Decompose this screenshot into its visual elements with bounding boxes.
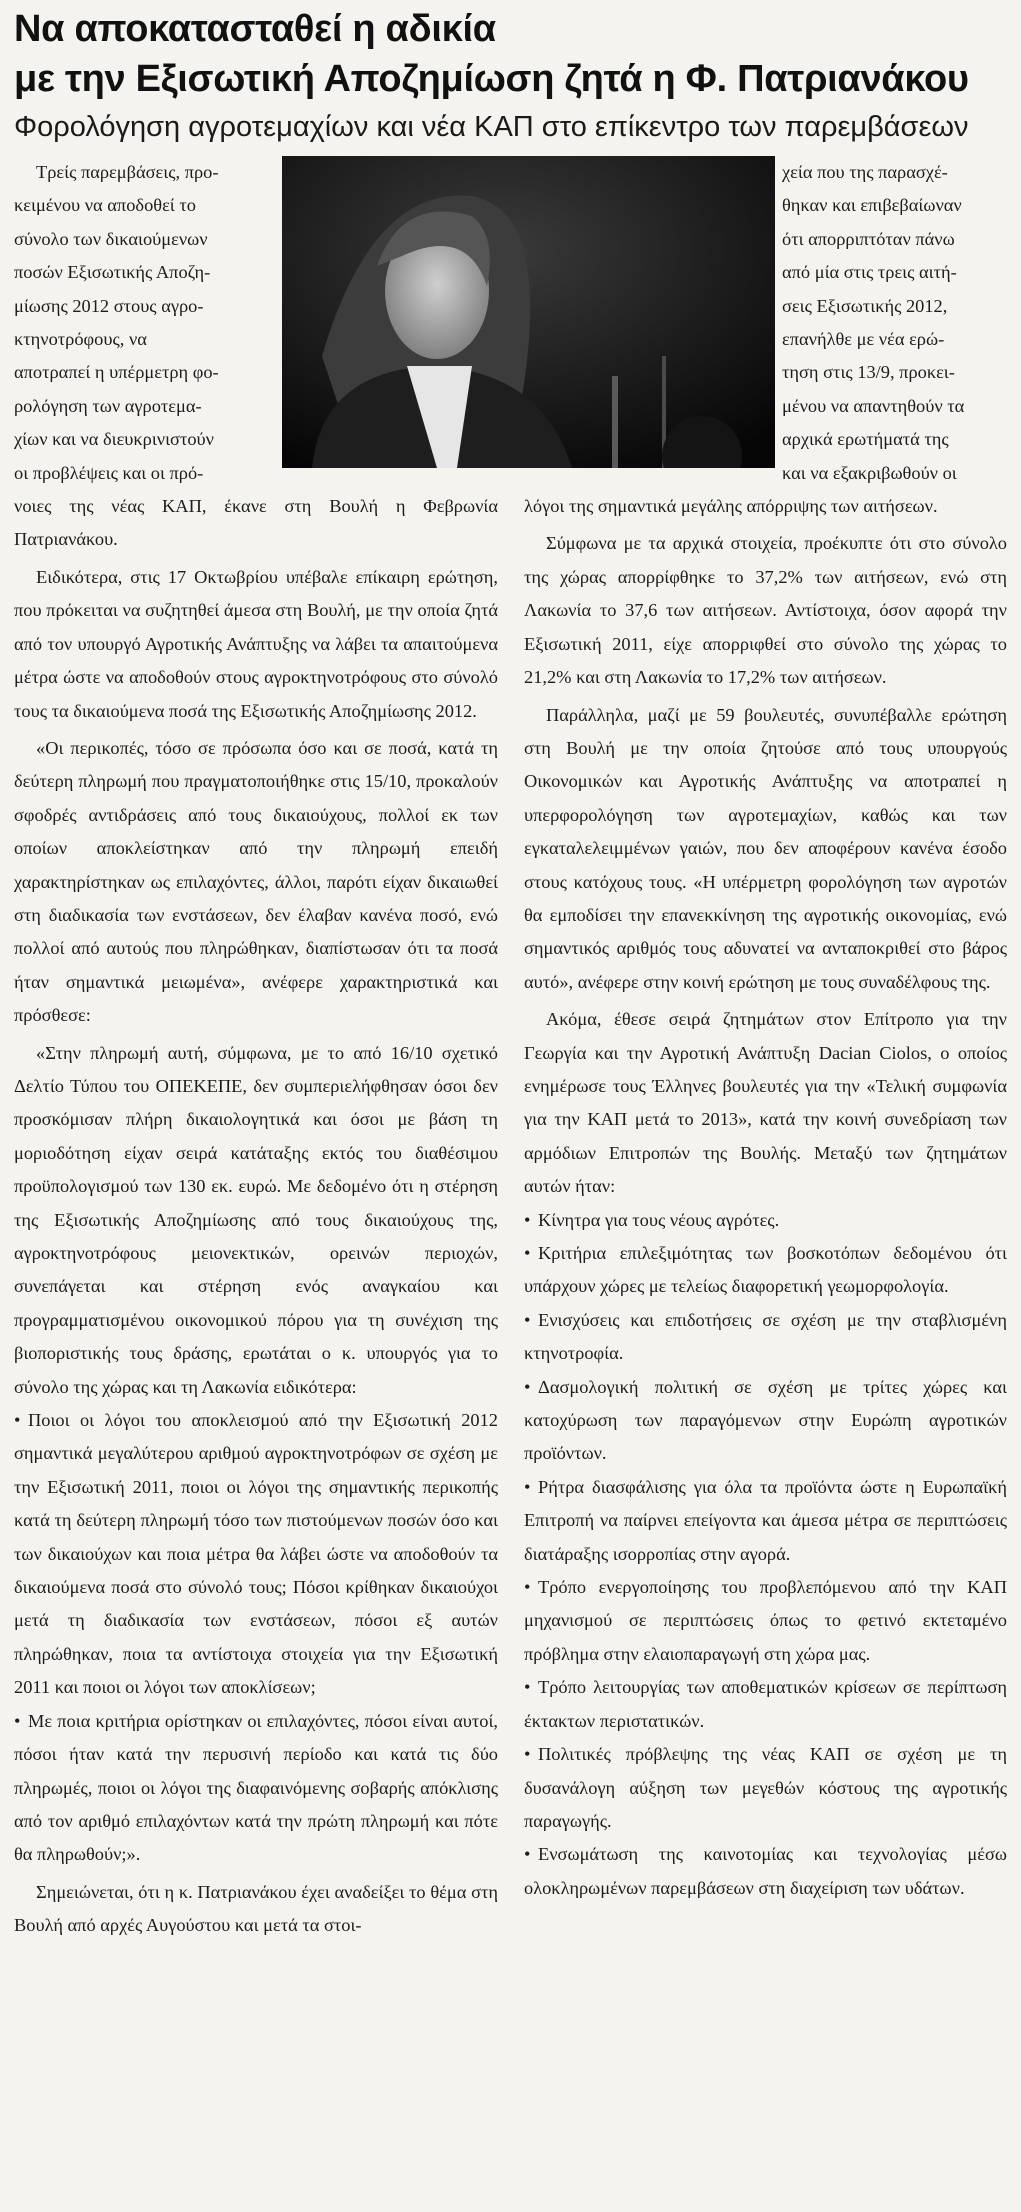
right-bullet bbox=[524, 1371, 1007, 1471]
left-bullet-text: Ποιοι οι λόγοι του αποκλεισμού από την Εξισωτική 2012 σημαντικά μεγαλύτερου αριθμού αγροκτηνοτρόφων σε σχέση με την Εξισωτική 2011, ποιοι οι λόγοι της σημαντικής περικοπής κατά τη δεύτερη πληρωμή τόσο των πιστούμενων ποσών όσο και των δικαιούχων και ποια μέτρα θα λάβει ώστε να αποδοθούν τα δικαιούμενα ποσά στο σύνολό τους; Πόσοι κρίθηκαν δικαιούχοι μετά τη διαδικασία των ενστάσεων, πόσοι εξ αυτών πληρώθηκαν, ποια τα αντίστοιχα στοιχεία για την Εξισωτική 2011 και ποιοι οι λόγοι των αποκλίσεων; bbox=[14, 1410, 498, 1698]
left-wrap-line: ποσών Εξισωτικής Αποζη- bbox=[14, 262, 211, 283]
right-bullet-text: Ενσωμάτωση της καινοτομίας και τεχνολογίας μέσω ολοκληρωμένων παρεμβάσεων στη διαχείριση των υδάτων. bbox=[524, 1844, 1007, 1898]
right-wrap-line: από μία στις τρεις αιτή- bbox=[782, 262, 957, 283]
right-wrap-lines bbox=[782, 156, 1007, 490]
bullet-icon: • bbox=[524, 1209, 531, 1230]
bullet-icon: • bbox=[524, 1577, 531, 1598]
left-intro-end: νοιες της νέας ΚΑΠ, έκανε στη Βουλή η Φεβρωνία Πατριανάκου. bbox=[14, 496, 498, 550]
right-wrap-line: σεις Εξισωτικής 2012, bbox=[782, 295, 948, 316]
left-wrap-lines bbox=[14, 156, 260, 490]
right-paragraph: Σύμφωνα με τα αρχικά στοιχεία, προέκυπτε ότι στο σύνολο της χώρας απορρίφθηκε το 37,2% των αιτήσεων, ενώ στη Λακωνία το 37,6 των αιτήσεων. Αντίστοιχα, όσον αφορά την Εξισωτική 2011, είχε απορριφθεί στο σύνολο της χώρας το 21,2% και στη Λακωνία το 17,2% των αιτήσεων. bbox=[524, 533, 1007, 688]
bullet-icon: • bbox=[524, 1476, 531, 1497]
left-wrap-line: σύνολο των δικαιούμενων bbox=[14, 228, 208, 249]
right-wrap-line: μένου να απαντηθούν τα bbox=[782, 395, 965, 416]
right-wrap-line: χεία που της παρασχέ- bbox=[782, 162, 948, 182]
right-wrap-line: επανήλθε με νέα ερώ- bbox=[782, 329, 945, 350]
right-wrap-line: ότι απορριπτόταν πάνω bbox=[782, 228, 955, 249]
right-wrap-line: τηση στις 13/9, προκει- bbox=[782, 362, 955, 383]
right-column bbox=[524, 156, 1007, 1905]
left-paragraph: Ειδικότερα, στις 17 Οκτωβρίου υπέβαλε επίκαιρη ερώτηση, που πρόκειται να συζητηθεί άμεσα στη Βουλή, με την οποία ζητά από τον υπουργό Αγροτικής Ανάπτυξης να λάβει τα απαιτούμενα μέτρα ώστε να αποδοθούν στους αγροκτηνοτρόφους στο σύνολό τους τα δικαιούμενα ποσά της Εξισωτικής Αποζημίωσης 2012. bbox=[14, 566, 498, 721]
left-bullet bbox=[14, 1705, 498, 1872]
right-bullet bbox=[524, 1671, 1007, 1738]
left-wrap-line: οι προβλέψεις και οι πρό- bbox=[14, 462, 204, 483]
right-bullet-text: Πολιτικές πρόβλεψης της νέας ΚΑΠ σε σχέση με τη δυσανάλογη αύξηση των μεγεθών κόστους της αγροτικής παραγωγής. bbox=[524, 1744, 1007, 1831]
right-bullet-text: Τρόπο ενεργοποίησης του προβλεπόμενου από την ΚΑΠ μηχανισμού σε περιπτώσεις όπως το φετινό εκτεταμένο πρόβλημα στην ελαιοπαραγωγή στη χώρα μας. bbox=[524, 1577, 1007, 1664]
right-paragraph: Ακόμα, έθεσε σειρά ζητημάτων στον Επίτροπο για την Γεωργία και την Αγροτική Ανάπτυξη Dacian Ciolos, ο οποίος ενημέρωσε τους Έλληνες βουλευτές για την «Τελική συμφωνία για την ΚΑΠ μετά το 2013», κατά την κοινή συνεδρίαση των αρμόδιων Επιτροπών της Βουλής. Μεταξύ των ζητημάτων αυτών ήταν: bbox=[524, 1009, 1007, 1197]
headline-line-2: με την Εξισωτική Αποζημίωση ζητά η Φ. Πατριανάκου bbox=[14, 58, 969, 100]
left-paragraph: «Στην πληρωμή αυτή, σύμφωνα, με το από 16/10 σχετικό Δελτίο Τύπου του ΟΠΕΚΕΠΕ, δεν συμπεριελήφθησαν όσοι δεν προσκόμισαν πλήρη δικαιολογητικά και όσοι με βάση τη μοριοδότηση είχαν σειρά κατάταξης εκτός του διαθέσιμου προϋπολογισμού των 130 εκ. ευρώ. Με δεδομένο ότι η στέρηση της Εξισωτικής Αποζημίωσης από τους δικαιούχους της, αγροκτηνοτρόφους μειονεκτικών, ορεινών περιοχών, συνεπάγεται και στέρηση ενός αναγκαίου και προγραμματισμένου οικονομικού πόρου για τη συνέχιση της βιοποριστικής τους δράσης, ερωτάται ο κ. υπουργός για το σύνολο της χώρας και τη Λακωνία ειδικότερα: bbox=[14, 1042, 498, 1397]
left-column bbox=[14, 156, 498, 1943]
left-bullet bbox=[14, 1404, 498, 1705]
right-bullet bbox=[524, 1571, 1007, 1671]
right-bullet bbox=[524, 1304, 1007, 1371]
left-bullet-text: Με ποια κριτήρια ορίστηκαν οι επιλαχόντες, πόσοι είναι αυτοί, πόσοι ήταν κατά την περυσινή περίοδο και κατά τις δύο πληρωμές, ποιοι οι λόγοι της διαφαινόμενης σοβαρής απόκλισης από τον αριθμό επιλαχόντων κατά την πρώτη πληρωμή και πότε θα πληρωθούν;». bbox=[14, 1710, 498, 1865]
left-wrap-line: αποτραπεί η υπέρμετρη φο- bbox=[14, 362, 219, 383]
left-wrap-line: κτηνοτρόφους, να bbox=[14, 329, 147, 350]
left-wrap-line: μίωσης 2012 στους αγρο- bbox=[14, 295, 204, 316]
bullet-icon: • bbox=[524, 1243, 531, 1263]
bullet-icon: • bbox=[14, 1710, 21, 1731]
left-wrap-line: ρολόγηση των αγροτεμα- bbox=[14, 395, 202, 416]
right-paragraph: Παράλληλα, μαζί με 59 βουλευτές, συνυπέβαλλε ερώτηση στη Βουλή με την οποία ζητούσε από τους υπουργούς Οικονομικών και Αγροτικής Ανάπτυξης να αποτραπεί η υπερφορολόγηση των αγροτεμαχίων, καθώς και των εγκαταλελειμμένων γαιών, που δεν αποφέρουν κανένα έσοδο στους κατόχους τους. «Η υπέρμετρη φορολόγηση των αγροτών θα εμποδίσει την επανεκκίνηση της αγροτικής οικονομίας, ενώ σημαντικός αριθμός τους αδυνατεί να ανταποκριθεί στο βάρος αυτό», ανέφερε στην κοινή ερώτηση με τους συναδέλφους της. bbox=[524, 704, 1007, 992]
right-bullet-text: Ρήτρα διασφάλισης για όλα τα προϊόντα ώστε η Ευρωπαϊκή Επιτροπή να παίρνει επείγοντα και άμεσα μέτρα σε περιπτώσεις διατάραξης ισορροπίας στην αγορά. bbox=[524, 1476, 1007, 1564]
right-wrap-line: και να εξακριβωθούν οι bbox=[782, 462, 957, 483]
subheadline: Φορολόγηση αγροτεμαχίων και νέα ΚΑΠ στο επίκεντρο των παρεμβάσεων bbox=[14, 111, 969, 143]
right-wrap-line: αρχικά ερωτήματά της bbox=[782, 429, 949, 450]
right-bullet-text: Τρόπο λειτουργίας των αποθεματικών κρίσεων σε περίπτωση έκτακτων περιστατικών. bbox=[524, 1677, 1007, 1731]
right-bullet-text: Κίνητρα για τους νέους αγρότες. bbox=[538, 1209, 780, 1230]
bullet-icon: • bbox=[524, 1309, 531, 1330]
right-bullet bbox=[524, 1204, 1007, 1237]
right-bullet bbox=[524, 1838, 1007, 1905]
bullet-icon: • bbox=[524, 1844, 531, 1865]
right-bullet bbox=[524, 1738, 1007, 1838]
left-closing: Σημειώνεται, ότι η κ. Πατριανάκου έχει αναδείξει το θέμα στη Βουλή από αρχές Αυγούστου και μετά τα στοι- bbox=[14, 1881, 498, 1936]
bullet-icon: • bbox=[524, 1677, 531, 1698]
left-wrap-line: Τρείς παρεμβάσεις, προ- bbox=[36, 162, 219, 182]
right-bullet bbox=[524, 1237, 1007, 1304]
left-wrap-line: κειμένου να αποδοθεί το bbox=[14, 195, 196, 216]
bullet-icon: • bbox=[14, 1410, 21, 1431]
left-wrap-line: χίων και να διευκρινιστούν bbox=[14, 429, 214, 450]
bullet-icon: • bbox=[524, 1744, 531, 1765]
right-bullet-text: Ενισχύσεις και επιδοτήσεις σε σχέση με την σταβλισμένη κτηνοτροφία. bbox=[524, 1309, 1007, 1364]
bullet-icon: • bbox=[524, 1376, 531, 1397]
right-bullet-text: Κριτήρια επιλεξιμότητας των βοσκοτόπων δεδομένου ότι υπάρχουν χώρες με τελείως διαφορετική γεωμορφολογία. bbox=[524, 1243, 1007, 1297]
right-bullet-text: Δασμολογική πολιτική σε σχέση με τρίτες χώρες και κατοχύρωση των παραγόμενων στην Ευρώπη αγροτικών προϊόντων. bbox=[524, 1376, 1007, 1464]
left-paragraph: «Οι περικοπές, τόσο σε πρόσωπα όσο και σε ποσά, κατά τη δεύτερη πληρωμή που πραγματοποιήθηκε στις 15/10, προκαλούν σφοδρές αντιδράσεις από τους δικαιούχους, πολλοί εκ των οποίων αποκλείστηκαν από την πληρωμή επειδή χαρακτηρίστηκαν ως επιλαχόντες, άλλοι, παρότι είχαν δικαιωθεί στη διαδικασία των ενστάσεων, δεν έλαβαν κανένα ποσό, ενώ πολλοί από αυτούς που πληρώθηκαν, διαπίστωσαν ότι τα ποσά ήταν σημαντικά μειωμένα», ανέφερε χαρακτηριστικά και πρόσθεσε: bbox=[14, 737, 498, 1026]
headline bbox=[14, 4, 1007, 104]
headline-line-1: Να αποκατασταθεί η αδικία bbox=[14, 8, 496, 50]
right-wrap-line: θηκαν και επιβεβαίωναν bbox=[782, 195, 962, 216]
right-bullet bbox=[524, 1471, 1007, 1571]
right-intro-end: λόγοι της σημαντικά μεγάλης απόρριψης των αιτήσεων. bbox=[524, 496, 938, 517]
